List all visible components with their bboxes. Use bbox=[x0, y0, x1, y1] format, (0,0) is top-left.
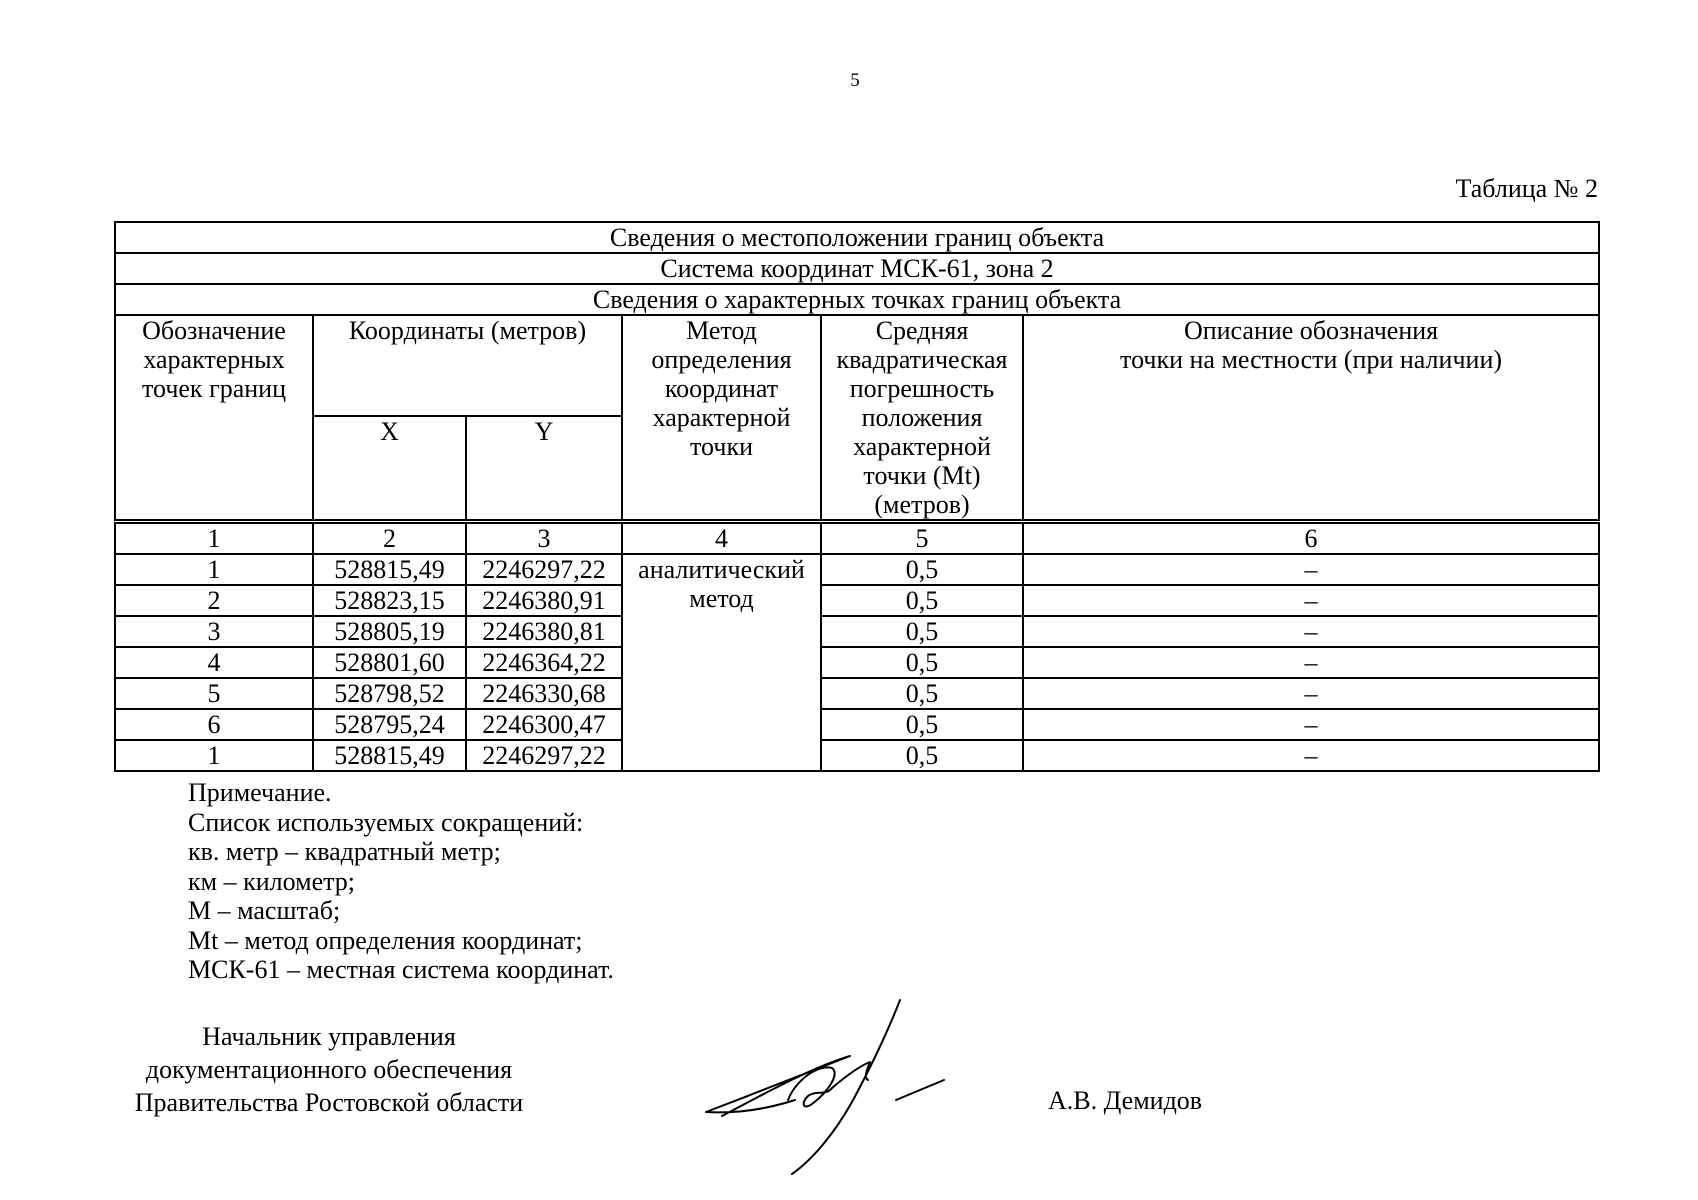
table-row bbox=[115, 585, 1599, 616]
table-title-coordinate-system: Система координат МСК-61, зона 2 bbox=[115, 253, 1599, 284]
description-cell: – bbox=[1023, 647, 1599, 678]
x-cell: 528795,24 bbox=[313, 709, 466, 740]
table-row bbox=[115, 740, 1599, 771]
header-y: Y bbox=[466, 416, 622, 522]
boundary-points-table bbox=[114, 221, 1600, 772]
point-cell: 2 bbox=[115, 585, 313, 616]
error-cell: 0,5 bbox=[821, 647, 1023, 678]
y-cell: 2246330,68 bbox=[466, 678, 622, 709]
x-cell: 528805,19 bbox=[313, 616, 466, 647]
table-caption: Таблица № 2 bbox=[1455, 174, 1598, 203]
y-cell: 2246300,47 bbox=[466, 709, 622, 740]
description-cell: – bbox=[1023, 740, 1599, 771]
column-number: 4 bbox=[622, 522, 821, 555]
point-cell: 3 bbox=[115, 616, 313, 647]
table-row bbox=[115, 647, 1599, 678]
column-number: 5 bbox=[821, 522, 1023, 555]
x-cell: 528815,49 bbox=[313, 554, 466, 585]
error-cell: 0,5 bbox=[821, 740, 1023, 771]
description-cell: – bbox=[1023, 709, 1599, 740]
note-line: Список используемых сокращений: bbox=[188, 807, 584, 837]
notes-block bbox=[188, 778, 614, 985]
error-cell: 0,5 bbox=[821, 678, 1023, 709]
header-method: Метод определения координат характерной точки bbox=[622, 315, 821, 522]
y-cell: 2246297,22 bbox=[466, 554, 622, 585]
column-number: 2 bbox=[313, 522, 466, 555]
note-line: МСК-61 – местная система координат. bbox=[188, 955, 614, 984]
note-line: кв. метр – квадратный метр; bbox=[188, 837, 501, 866]
note-line: Mt – метод определения координат; bbox=[188, 925, 583, 955]
x-cell: 528798,52 bbox=[313, 678, 466, 709]
point-cell: 6 bbox=[115, 709, 313, 740]
table-row bbox=[115, 616, 1599, 647]
note-line: км – километр; bbox=[188, 866, 356, 896]
header-coordinates: Координаты (метров) bbox=[313, 315, 622, 416]
y-cell: 2246297,22 bbox=[466, 740, 622, 771]
table-title-location: Сведения о местоположении границ объекта bbox=[115, 222, 1599, 253]
handwritten-signature bbox=[700, 996, 1000, 1176]
point-cell: 5 bbox=[115, 678, 313, 709]
error-cell: 0,5 bbox=[821, 585, 1023, 616]
method-cell: аналитический метод bbox=[622, 554, 821, 771]
column-number: 3 bbox=[466, 522, 622, 555]
point-cell: 4 bbox=[115, 647, 313, 678]
note-heading: Примечание. bbox=[188, 778, 332, 807]
column-numbers-row bbox=[115, 522, 1599, 555]
header-x: X bbox=[313, 416, 466, 522]
table-row bbox=[115, 554, 1599, 585]
table-row bbox=[115, 709, 1599, 740]
y-cell: 2246380,81 bbox=[466, 616, 622, 647]
x-cell: 528823,15 bbox=[313, 585, 466, 616]
error-cell: 0,5 bbox=[821, 554, 1023, 585]
point-cell: 1 bbox=[115, 740, 313, 771]
header-point-designation: Обозначение характерных точек границ bbox=[115, 315, 313, 522]
point-cell: 1 bbox=[115, 554, 313, 585]
header-mean-square-error: Средняя квадратическая погрешность положения характерной точки (Mt) (метров) bbox=[821, 315, 1023, 522]
error-cell: 0,5 bbox=[821, 709, 1023, 740]
description-cell: – bbox=[1023, 554, 1599, 585]
y-cell: 2246364,22 bbox=[466, 647, 622, 678]
x-cell: 528815,49 bbox=[313, 740, 466, 771]
y-cell: 2246380,91 bbox=[466, 585, 622, 616]
description-cell: – bbox=[1023, 616, 1599, 647]
error-cell: 0,5 bbox=[821, 616, 1023, 647]
column-number: 1 bbox=[115, 522, 313, 555]
table-title-points: Сведения о характерных точках границ объекта bbox=[115, 284, 1599, 315]
table-row bbox=[115, 678, 1599, 709]
description-cell: – bbox=[1023, 585, 1599, 616]
signer-name: А.В. Демидов bbox=[1048, 1086, 1203, 1115]
page-number: 5 bbox=[850, 70, 860, 91]
header-description: Описание обозначения точки на местности (при наличии) bbox=[1023, 315, 1599, 522]
column-number: 6 bbox=[1023, 522, 1599, 555]
note-line: М – масштаб; bbox=[188, 896, 341, 925]
description-cell: – bbox=[1023, 678, 1599, 709]
x-cell: 528801,60 bbox=[313, 647, 466, 678]
signer-title: Начальник управления документационного обеспечения Правительства Ростовской области bbox=[134, 1022, 524, 1117]
